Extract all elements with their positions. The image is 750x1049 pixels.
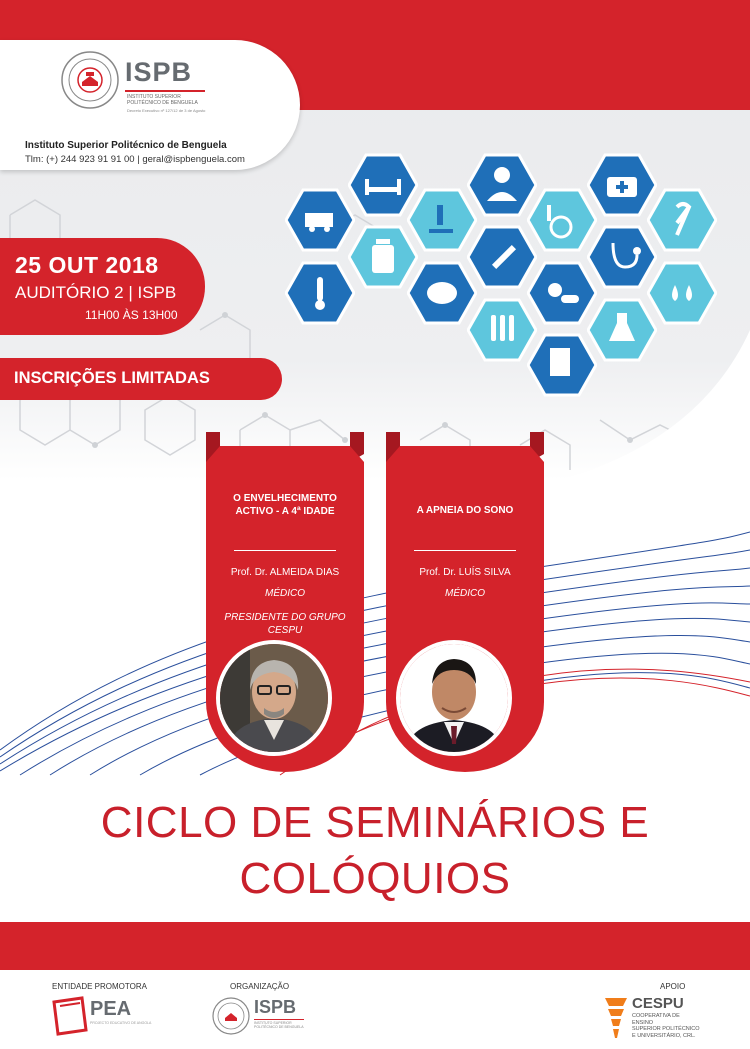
flask-icon <box>588 300 656 360</box>
microscope-icon <box>408 190 476 250</box>
speaker-topic-line2: ACTIVO - A 4ª IDADE <box>235 506 335 517</box>
test-tubes-icon <box>468 300 536 360</box>
speaker-topic-line1: O ENVELHECIMENTO <box>233 493 337 504</box>
first-aid-kit-icon <box>588 155 656 215</box>
promoter-subtitle: PROJECTO EDUCATIVO DE ANGOLA <box>90 1021 152 1025</box>
doctor-icon <box>468 155 536 215</box>
speaker-divider <box>414 550 516 551</box>
decorative-waves <box>0 470 750 780</box>
bottom-red-band <box>0 922 750 970</box>
promoter-label: ENTIDADE PROMOTORA <box>52 982 147 991</box>
institution-name: Instituto Superior Politécnico de Benguela <box>25 140 227 151</box>
support-sub-line2: SUPERIOR POLITÉCNICO <box>632 1026 700 1032</box>
medical-hex-cluster <box>285 145 735 405</box>
organizer-name: ISPB <box>254 997 297 1017</box>
brand-name: ISPB <box>125 57 193 87</box>
speaker-photo <box>216 640 332 756</box>
cespu-logo-icon <box>603 996 629 1040</box>
speaker-name: Prof. Dr. LUÍS SILVA <box>419 567 511 578</box>
organizer-divider <box>254 1019 304 1020</box>
hospital-bed-icon <box>349 155 417 215</box>
medicine-bottle-icon <box>349 227 417 287</box>
speaker-name: Prof. Dr. ALMEIDA DIAS <box>230 567 340 578</box>
organizer-label: ORGANIZAÇÃO <box>230 982 290 991</box>
event-time: 11H00 ÀS 13H00 <box>85 308 178 322</box>
speaker-card-left <box>206 432 364 772</box>
speaker-divider <box>234 550 336 551</box>
organizer-subtitle: INSTITUTO SUPERIOR POLITÉCNICO DE BENGUELA <box>254 1021 304 1029</box>
speaker-topic-line1: A APNEIA DO SONO <box>416 505 514 516</box>
speaker-role: MÉDICO <box>445 588 485 599</box>
ispb-seal-icon <box>211 996 251 1036</box>
promoter-name: PEA <box>90 998 132 1020</box>
support-subtitle <box>632 1013 702 1039</box>
speaker-card-right <box>386 432 544 772</box>
speaker-extra-line2: CESPU <box>267 625 303 636</box>
support-label: APOIO <box>660 982 686 991</box>
event-place: AUDITÓRIO 2 | ISPB <box>15 283 177 302</box>
brain-icon <box>408 263 476 323</box>
brand-decree: Decreto Executivo nº 127/12 de 3 de Agosto <box>127 108 206 113</box>
pills-icon <box>528 263 596 323</box>
drops-icon <box>648 263 716 323</box>
event-date: 25 OUT 2018 <box>15 252 159 278</box>
support-sub-line3: E UNIVERSITÁRIO, CRL. <box>632 1032 696 1039</box>
syringe-icon <box>468 227 536 287</box>
thermometer-icon <box>286 263 354 323</box>
limited-registration-banner: INSCRIÇÕES LIMITADAS <box>0 358 282 400</box>
event-date-box <box>0 238 205 335</box>
main-title-line2: COLÓQUIOS <box>239 854 511 903</box>
brand-divider <box>125 90 205 92</box>
speaker-role: MÉDICO <box>265 588 305 599</box>
brand-subtitle: INSTITUTO SUPERIOR POLITÉCNICO DE BENGUELA <box>127 94 198 106</box>
speaker-photo <box>396 640 512 756</box>
speaker-extra-line1: PRESIDENTE DO GRUPO <box>224 612 346 623</box>
institution-contact: Tlm: (+) 244 923 91 91 00 | geral@ispbenguela.com <box>25 154 245 165</box>
ambulance-icon <box>286 190 354 250</box>
wheelchair-icon <box>528 190 596 250</box>
support-sub-line1: COOPERATIVA DE ENSINO <box>632 1013 680 1026</box>
clipboard-icon <box>528 335 596 395</box>
stethoscope-icon <box>588 227 656 287</box>
ribbon-icon <box>648 190 716 250</box>
main-title-line1: CICLO DE SEMINÁRIOS E <box>100 798 650 847</box>
ispb-seal-icon <box>60 50 120 110</box>
support-name: CESPU <box>632 995 684 1012</box>
